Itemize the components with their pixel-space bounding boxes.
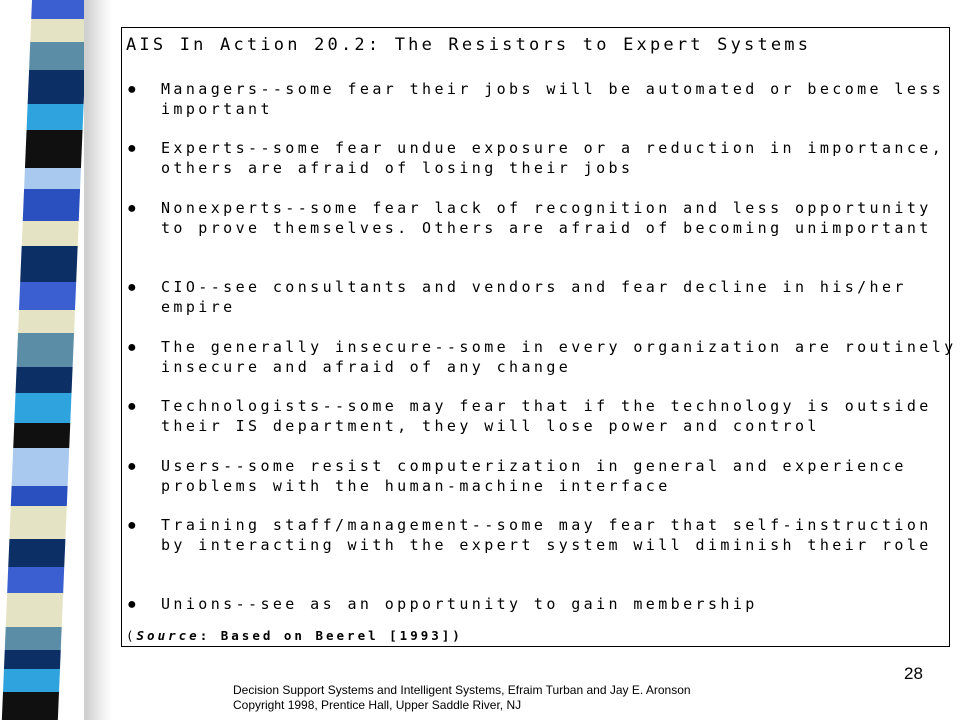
strip-segment xyxy=(31,0,88,19)
bullet-icon: ● xyxy=(127,279,137,296)
strip-segment xyxy=(22,221,79,246)
strip-segment xyxy=(28,70,85,104)
bullet-icon: ● xyxy=(127,398,137,415)
strip-segment xyxy=(25,130,83,168)
strip-segment xyxy=(11,486,68,507)
list-item-text: Nonexperts--some fear lack of recognition and less opportunity to prove themselves. Others are afraid of becoming unimportant xyxy=(161,199,932,237)
list-item-text: CIO--see consultants and vendors and fear decline in his/her empire xyxy=(161,278,907,316)
strip-segment xyxy=(9,506,66,538)
strip-segment xyxy=(20,246,78,282)
source-open-paren: ( xyxy=(126,628,137,643)
list-item-text: Managers--some fear their jobs will be automated or become less important xyxy=(161,80,945,118)
source-label: Source xyxy=(136,628,200,643)
strip-segment xyxy=(18,310,75,333)
strip-segment xyxy=(19,282,76,310)
strip-segment xyxy=(27,104,84,130)
page-number: 28 xyxy=(904,664,923,683)
strip-segment xyxy=(16,367,73,393)
strip-segment xyxy=(7,567,64,593)
decorative-strip xyxy=(2,0,88,720)
list-item-text: Experts--some fear undue exposure or a reduction in importance, others are afraid of losing their jobs xyxy=(161,139,945,177)
strip-shadow xyxy=(86,0,112,720)
footer-line-2: Copyright 1998, Prentice Hall, Upper Saddle River, NJ xyxy=(233,698,522,712)
content-frame xyxy=(121,27,957,647)
list-item-text: Users--some resist computerization in general and experience problems with the human-machine interface xyxy=(161,457,907,495)
bullet-icon: ● xyxy=(127,339,137,356)
bullet-icon: ● xyxy=(127,140,137,157)
list-item-text: Unions--see as an opportunity to gain membership xyxy=(161,595,758,613)
bullet-icon: ● xyxy=(127,200,137,217)
strip-segment xyxy=(4,650,61,669)
strip-segment xyxy=(17,333,74,367)
footer-line-1: Decision Support Systems and Intelligent Systems, Efraim Turban and Jay E. Aronson xyxy=(233,683,691,697)
strip-segment xyxy=(3,669,60,692)
strip-segment xyxy=(8,539,65,567)
source-citation xyxy=(126,628,463,643)
bullet-icon: ● xyxy=(127,596,137,613)
strip-segment xyxy=(29,42,86,70)
strip-segment xyxy=(23,189,80,221)
strip-segment xyxy=(6,593,63,627)
list-item-text: The generally insecure--some in every organization are routinely insecure and afraid of any change xyxy=(161,338,957,376)
strip-segment xyxy=(30,19,87,42)
bullet-icon: ● xyxy=(127,517,137,534)
strip-segment xyxy=(5,627,62,650)
strip-segment xyxy=(12,448,70,486)
strip-segment xyxy=(24,168,81,189)
source-reference: : Based on Beerel [1993]) xyxy=(199,628,463,643)
bullet-icon: ● xyxy=(127,81,137,98)
footer xyxy=(233,683,691,713)
strip-segment xyxy=(14,393,71,423)
list-item-text: Technologists--some may fear that if the technology is outside their IS department, they will lose power and control xyxy=(161,397,932,435)
strip-segment xyxy=(13,423,70,448)
strip-segment xyxy=(2,692,59,720)
slide-title: AIS In Action 20.2: The Resistors to Expert Systems xyxy=(126,35,812,55)
bullet-icon: ● xyxy=(127,458,137,475)
list-item-text: Training staff/management--some may fear that self-instruction by interacting with the expert system will diminish their role xyxy=(161,516,932,554)
